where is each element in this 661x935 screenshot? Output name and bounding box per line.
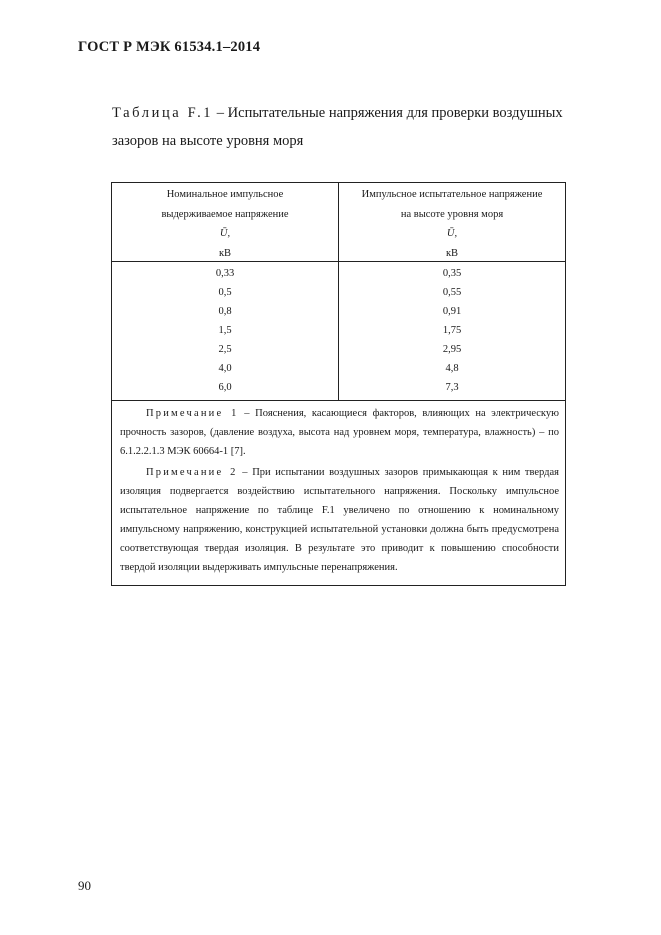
caption-label: Таблица F.1 [112,105,214,121]
table-cell: 1,75 [442,325,462,336]
table-cell: 7,3 [445,382,459,393]
table-cell: 0,91 [442,306,462,317]
table-cell: 0,33 [215,268,235,279]
header-line: Номинальное импульсное [166,189,284,200]
test-values-column [339,262,565,400]
table-cell: 4,8 [445,363,459,374]
table-cell: 2,95 [442,344,462,355]
header-line: выдерживаемое напряжение [161,208,289,220]
voltage-table [111,182,566,586]
page-number: 90 [78,878,91,893]
note-text: – При испытании воздушных зазоров примыкающая к ним твердая изоляция подвергается воздействию испытательного напряжения. Поскольку импульсное испытательное напряжение по таблице F.1 увеличено по отношению к номинальному импульсному напряжению, конструкцией испытательной установки должна быть предусмотрена соответствующая твердая изоляция. В результате это приводит к повышению способности твердой изоляции выдерживать импульсные перенапряжения. [120,467,559,573]
header-unit: кВ [445,247,459,259]
header-unit: кВ [218,247,232,259]
note-text: – Пояснения, касающиеся факторов, влияющих на электрическую прочность зазоров, (давление воздуха, высота над уровнем моря, температура, влажность) – по 6.1.2.2.1.3 МЭК 60664-1 [7]. [120,408,559,457]
note-label: Примечание 1 [146,408,239,419]
table-cell: 0,8 [218,306,232,317]
note-2 [120,463,559,577]
header-cell-test [339,183,565,261]
header-line: на высоте уровня моря [400,208,504,220]
header-symbol: Ū, [219,228,231,239]
document-header: ГОСТ Р МЭК 61534.1–2014 [78,39,261,55]
table-caption [112,99,602,155]
caption-text: – Испытательные напряжения для проверки воздушных зазоров на высоте уровня моря [112,105,563,149]
header-symbol: Ū, [446,228,458,239]
note-label: Примечание 2 [146,467,238,478]
table-cell: 1,5 [218,325,232,336]
table-cell: 2,5 [218,344,232,355]
note-1 [120,404,559,461]
table-cell: 0,5 [218,287,232,298]
header-cell-nominal [112,183,339,261]
header-line: Импульсное испытательное напряжение [361,189,543,200]
table-cell: 0,35 [442,268,462,279]
table-cell: 4,0 [218,363,232,374]
table-body [112,262,565,400]
table-notes [112,400,565,585]
table-cell: 0,55 [442,287,462,298]
table-header-row [112,183,565,262]
table-cell: 6,0 [218,382,232,393]
nominal-values-column [112,262,339,400]
